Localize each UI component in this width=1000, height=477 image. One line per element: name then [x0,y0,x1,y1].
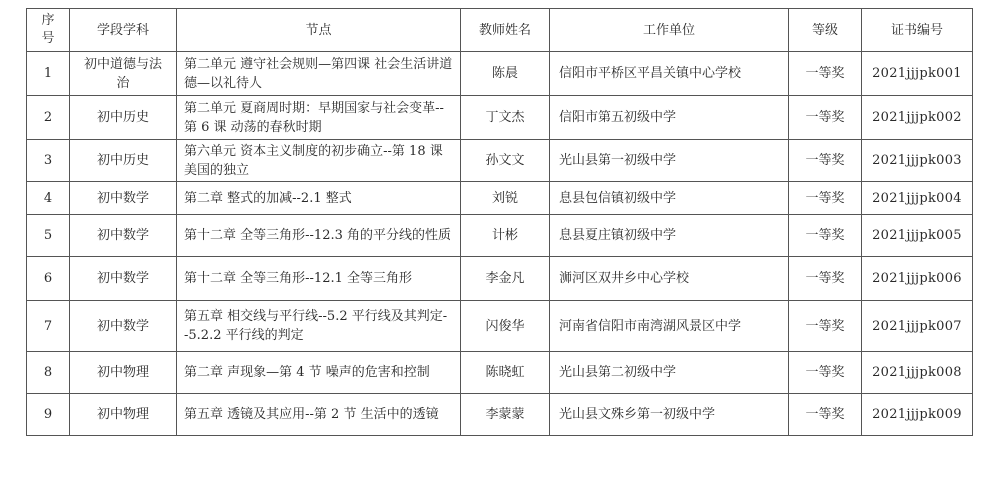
cell-cert: 2021jjjpk001 [862,52,973,96]
header-topic: 节点 [177,9,461,52]
cell-teacher: 计彬 [461,215,550,257]
cell-grade: 一等奖 [789,257,862,301]
cell-subject: 初中数学 [70,257,177,301]
cell-teacher: 孙文文 [461,140,550,182]
cell-unit: 河南省信阳市南湾湖风景区中学 [550,301,789,352]
cell-subject: 初中数学 [70,301,177,352]
cell-grade: 一等奖 [789,96,862,140]
header-seq: 序号 [27,9,70,52]
cell-topic: 第二章 声现象—第 4 节 噪声的危害和控制 [177,352,461,394]
table-row [27,96,973,140]
cell-cert: 2021jjjpk003 [862,140,973,182]
cell-teacher: 刘锐 [461,182,550,215]
cell-seq: 2 [27,96,70,140]
cell-cert: 2021jjjpk002 [862,96,973,140]
table-row [27,257,973,301]
cell-seq: 8 [27,352,70,394]
award-table [26,8,973,436]
cell-seq: 6 [27,257,70,301]
cell-subject: 初中数学 [70,182,177,215]
cell-unit: 光山县第一初级中学 [550,140,789,182]
table-row [27,215,973,257]
cell-grade: 一等奖 [789,140,862,182]
cell-grade: 一等奖 [789,52,862,96]
table-row [27,394,973,436]
cell-cert: 2021jjjpk009 [862,394,973,436]
cell-subject: 初中物理 [70,352,177,394]
cell-unit: 信阳市第五初级中学 [550,96,789,140]
cell-grade: 一等奖 [789,182,862,215]
cell-unit: 光山县文殊乡第一初级中学 [550,394,789,436]
cell-subject: 初中物理 [70,394,177,436]
cell-unit: 息县包信镇初级中学 [550,182,789,215]
cell-topic: 第二章 整式的加减--2.1 整式 [177,182,461,215]
cell-teacher: 陈晨 [461,52,550,96]
cell-cert: 2021jjjpk005 [862,215,973,257]
cell-teacher: 丁文杰 [461,96,550,140]
cell-unit: 息县夏庄镇初级中学 [550,215,789,257]
cell-topic: 第二单元 夏商周时期：早期国家与社会变革--第 6 课 动荡的春秋时期 [177,96,461,140]
cell-cert: 2021jjjpk008 [862,352,973,394]
cell-topic: 第二单元 遵守社会规则—第四课 社会生活讲道德—以礼待人 [177,52,461,96]
cell-grade: 一等奖 [789,301,862,352]
cell-grade: 一等奖 [789,394,862,436]
table-row [27,301,973,352]
header-cert: 证书编号 [862,9,973,52]
table-row [27,352,973,394]
header-grade: 等级 [789,9,862,52]
table-header-row [27,9,973,52]
cell-teacher: 陈晓虹 [461,352,550,394]
cell-cert: 2021jjjpk007 [862,301,973,352]
table-row [27,140,973,182]
cell-grade: 一等奖 [789,215,862,257]
cell-topic: 第六单元 资本主义制度的初步确立--第 18 课 美国的独立 [177,140,461,182]
cell-subject: 初中数学 [70,215,177,257]
cell-teacher: 闪俊华 [461,301,550,352]
cell-seq: 7 [27,301,70,352]
header-teacher: 教师姓名 [461,9,550,52]
table-row [27,52,973,96]
cell-topic: 第十二章 全等三角形--12.3 角的平分线的性质 [177,215,461,257]
cell-unit: 光山县第二初级中学 [550,352,789,394]
cell-topic: 第五章 透镜及其应用--第 2 节 生活中的透镜 [177,394,461,436]
header-subject: 学段学科 [70,9,177,52]
cell-grade: 一等奖 [789,352,862,394]
cell-seq: 9 [27,394,70,436]
cell-unit: 信阳市平桥区平昌关镇中心学校 [550,52,789,96]
cell-seq: 5 [27,215,70,257]
table-row [27,182,973,215]
cell-unit: 浉河区双井乡中心学校 [550,257,789,301]
cell-cert: 2021jjjpk006 [862,257,973,301]
header-unit: 工作单位 [550,9,789,52]
cell-cert: 2021jjjpk004 [862,182,973,215]
cell-seq: 3 [27,140,70,182]
cell-seq: 4 [27,182,70,215]
cell-subject: 初中历史 [70,96,177,140]
cell-subject: 初中道德与法治 [70,52,177,96]
cell-seq: 1 [27,52,70,96]
cell-teacher: 李蒙蒙 [461,394,550,436]
cell-teacher: 李金凡 [461,257,550,301]
cell-topic: 第十二章 全等三角形--12.1 全等三角形 [177,257,461,301]
cell-subject: 初中历史 [70,140,177,182]
cell-topic: 第五章 相交线与平行线--5.2 平行线及其判定--5.2.2 平行线的判定 [177,301,461,352]
